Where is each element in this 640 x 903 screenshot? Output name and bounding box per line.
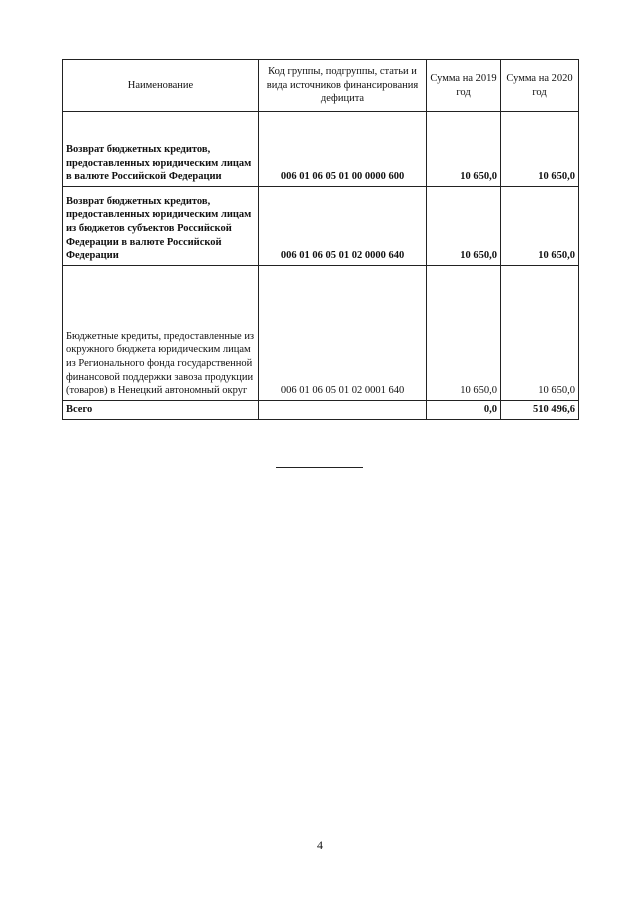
table-row: [63, 187, 579, 266]
row-name: Бюджетные кредиты, предоставленные из окружного бюджета юридическим лицам из Регионального фонда государственной финансовой поддержки завоза продукции (товаров) в Ненецкий автономный округ: [63, 266, 259, 401]
row-sum-2020: 10 650,0: [501, 187, 579, 266]
header-sum-2019: Сумма на 2019 год: [427, 60, 501, 112]
header-sum-2020: Сумма на 2020 год: [501, 60, 579, 112]
row-sum-2019: 10 650,0: [427, 187, 501, 266]
table-row: [63, 112, 579, 187]
row-name: Возврат бюджетных кредитов, предоставленных юридическим лицам из бюджетов субъектов Российской Федерации в валюте Российской Федерации: [63, 187, 259, 266]
row-sum-2019: 10 650,0: [427, 112, 501, 187]
table-total-row: [63, 401, 579, 420]
row-code: 006 01 06 05 01 02 0001 640: [259, 266, 427, 401]
total-label: Всего: [63, 401, 259, 420]
row-sum-2020: 10 650,0: [501, 112, 579, 187]
row-sum-2020: 10 650,0: [501, 266, 579, 401]
total-sum-2019: 0,0: [427, 401, 501, 420]
financing-sources-table: [62, 59, 579, 420]
row-code: 006 01 06 05 01 02 0000 640: [259, 187, 427, 266]
header-name: Наименование: [63, 60, 259, 112]
table-row: [63, 266, 579, 401]
table-header-row: [63, 60, 579, 112]
total-code: [259, 401, 427, 420]
header-code: Код группы, подгруппы, статьи и вида источников финансирования дефицита: [259, 60, 427, 112]
page-number: 4: [317, 838, 323, 852]
row-sum-2019: 10 650,0: [427, 266, 501, 401]
row-code: 006 01 06 05 01 00 0000 600: [259, 112, 427, 187]
total-sum-2020: 510 496,6: [501, 401, 579, 420]
row-name: Возврат бюджетных кредитов, предоставленных юридическим лицам в валюте Российской Федерации: [63, 112, 259, 187]
separator-line: [276, 467, 363, 468]
